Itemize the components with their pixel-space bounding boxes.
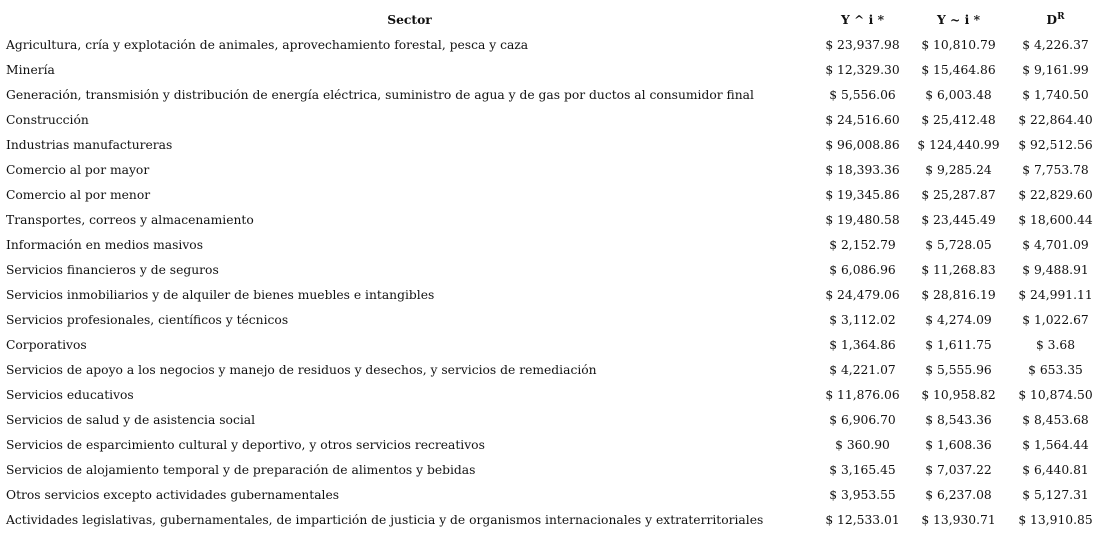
table-row (3, 333, 1103, 358)
table-row (3, 433, 1103, 458)
y-hat-value-cell: $ 12,533.01 (825, 513, 900, 527)
d-r-value-cell: $ 92,512.56 (1018, 138, 1093, 152)
sector-cell: Otros servicios excepto actividades gubernamentales (6, 488, 340, 502)
table-row (3, 483, 1103, 508)
y-tilde-value-cell: $ 13,930.71 (921, 513, 996, 527)
d-r-value-cell: $ 22,829.60 (1018, 188, 1093, 202)
d-r-value-cell: $ 9,161.99 (1022, 63, 1089, 77)
y-hat-value-cell: $ 2,152.79 (829, 238, 896, 252)
table-row (3, 208, 1103, 233)
sector-cell: Construcción (6, 113, 89, 127)
y-tilde-value-cell: $ 7,037.22 (925, 463, 992, 477)
sector-cell: Servicios de apoyo a los negocios y manejo de residuos y desechos, y servicios de remediación (6, 363, 597, 377)
d-r-value-cell: $ 7,753.78 (1022, 163, 1089, 177)
table-row (3, 183, 1103, 208)
y-hat-value-cell: $ 19,345.86 (825, 188, 900, 202)
d-r-value-cell: $ 3.68 (1035, 338, 1076, 352)
table-row (3, 258, 1103, 283)
sector-cell: Corporativos (6, 338, 87, 352)
d-r-value-cell: $ 5,127.31 (1022, 488, 1089, 502)
d-r-header-base: D (1046, 12, 1058, 27)
y-hat-value-cell: $ 3,953.55 (829, 488, 896, 502)
y-tilde-value-cell: $ 124,440.99 (917, 138, 1000, 152)
y-tilde-value-cell: $ 9,285.24 (925, 163, 992, 177)
sector-cell: Minería (6, 63, 55, 77)
table-row (3, 58, 1103, 83)
sector-cell: Generación, transmisión y distribución de energía eléctrica, suministro de agua y de gas por ductos al consumidor final (6, 88, 754, 102)
table-header (3, 7, 1103, 33)
y-hat-value-cell: $ 5,556.06 (829, 88, 896, 102)
y-hat-value-cell: $ 24,479.06 (825, 288, 900, 302)
y-tilde-value-cell: $ 6,237.08 (925, 488, 992, 502)
table-row (3, 383, 1103, 408)
y-hat-value-cell: $ 360.90 (835, 438, 890, 452)
y-hat-value-cell: $ 24,516.60 (825, 113, 900, 127)
d-r-value-cell: $ 653.35 (1028, 363, 1083, 377)
y-hat-value-cell: $ 23,937.98 (825, 38, 900, 52)
sector-cell: Servicios educativos (6, 388, 134, 402)
table-row (3, 108, 1103, 133)
d-r-value-cell: $ 13,910.85 (1018, 513, 1093, 527)
table-row (3, 458, 1103, 483)
sector-cell: Industrias manufactureras (6, 138, 173, 152)
table-row (3, 83, 1103, 108)
y-tilde-value-cell: $ 15,464.86 (921, 63, 996, 77)
sector-cell: Servicios inmobiliarios y de alquiler de bienes muebles e intangibles (6, 288, 435, 302)
sector-cell: Servicios de esparcimiento cultural y deportivo, y otros servicios recreativos (6, 438, 485, 452)
y-tilde-value-cell: $ 28,816.19 (921, 288, 996, 302)
table-body (3, 33, 1103, 533)
y-hat-value-cell: $ 4,221.07 (829, 363, 896, 377)
y-tilde-value-cell: $ 25,287.87 (921, 188, 996, 202)
sector-cell: Comercio al por menor (6, 188, 151, 202)
d-r-value-cell: $ 18,600.44 (1018, 213, 1093, 227)
sector-column-header: Sector (387, 12, 432, 27)
sector-cell: Transportes, correos y almacenamiento (6, 213, 254, 227)
y-hat-value-cell: $ 11,876.06 (825, 388, 900, 402)
d-r-value-cell: $ 1,022.67 (1022, 313, 1089, 327)
y-tilde-value-cell: $ 4,274.09 (925, 313, 992, 327)
d-r-value-cell: $ 4,226.37 (1022, 38, 1089, 52)
sector-cell: Servicios de salud y de asistencia social (6, 413, 256, 427)
sector-table (3, 7, 1103, 533)
y-hat-value-cell: $ 3,165.45 (829, 463, 896, 477)
d-r-value-cell: $ 22,864.40 (1018, 113, 1093, 127)
y-tilde-value-cell: $ 25,412.48 (921, 113, 996, 127)
d-r-value-cell: $ 24,991.11 (1018, 288, 1093, 302)
d-r-value-cell: $ 1,564.44 (1022, 438, 1089, 452)
table-row (3, 508, 1103, 533)
table-row (3, 358, 1103, 383)
d-r-header-superscript: R (1057, 12, 1065, 22)
y-tilde-value-cell: $ 11,268.83 (921, 263, 996, 277)
d-r-column-header (1008, 7, 1103, 33)
y-tilde-value-cell: $ 23,445.49 (921, 213, 996, 227)
d-r-value-cell: $ 6,440.81 (1022, 463, 1089, 477)
table-row (3, 133, 1103, 158)
y-tilde-value-cell: $ 10,958.82 (921, 388, 996, 402)
header-row (3, 7, 1103, 33)
table-row (3, 283, 1103, 308)
sector-cell: Servicios financieros y de seguros (6, 263, 219, 277)
d-r-value-cell: $ 1,740.50 (1022, 88, 1089, 102)
y-tilde-value-cell: $ 6,003.48 (925, 88, 992, 102)
d-r-value-cell: $ 10,874.50 (1018, 388, 1093, 402)
y-hat-value-cell: $ 3,112.02 (829, 313, 896, 327)
y-tilde-value-cell: $ 5,728.05 (925, 238, 992, 252)
d-r-value-cell: $ 9,488.91 (1022, 263, 1089, 277)
y-hat-value-cell: $ 18,393.36 (825, 163, 900, 177)
d-r-value-cell: $ 8,453.68 (1022, 413, 1089, 427)
y-hat-column-header: Y ^ i * (840, 12, 885, 27)
y-tilde-value-cell: $ 5,555.96 (925, 363, 992, 377)
y-hat-value-cell: $ 6,086.96 (829, 263, 896, 277)
y-tilde-value-cell: $ 1,608.36 (925, 438, 992, 452)
y-tilde-column-header: Y ~ i * (936, 12, 981, 27)
y-hat-value-cell: $ 12,329.30 (825, 63, 900, 77)
sector-cell: Servicios de alojamiento temporal y de preparación de alimentos y bebidas (6, 463, 476, 477)
y-hat-value-cell: $ 96,008.86 (825, 138, 900, 152)
sector-cell: Servicios profesionales, científicos y técnicos (6, 313, 289, 327)
table-row (3, 33, 1103, 58)
sector-cell: Información en medios masivos (6, 238, 204, 252)
y-tilde-value-cell: $ 1,611.75 (925, 338, 992, 352)
y-tilde-value-cell: $ 8,543.36 (925, 413, 992, 427)
sector-cell: Agricultura, cría y explotación de animales, aprovechamiento forestal, pesca y caza (6, 38, 529, 52)
y-hat-value-cell: $ 19,480.58 (825, 213, 900, 227)
d-r-value-cell: $ 4,701.09 (1022, 238, 1089, 252)
y-tilde-value-cell: $ 10,810.79 (921, 38, 996, 52)
table-row (3, 233, 1103, 258)
table-row (3, 408, 1103, 433)
sector-cell: Actividades legislativas, gubernamentales, de impartición de justicia y de organismos internacionales y extraterritoriales (6, 513, 764, 527)
y-hat-value-cell: $ 6,906.70 (829, 413, 896, 427)
sector-cell: Comercio al por mayor (6, 163, 150, 177)
table-row (3, 158, 1103, 183)
table-row (3, 308, 1103, 333)
y-hat-value-cell: $ 1,364.86 (829, 338, 896, 352)
